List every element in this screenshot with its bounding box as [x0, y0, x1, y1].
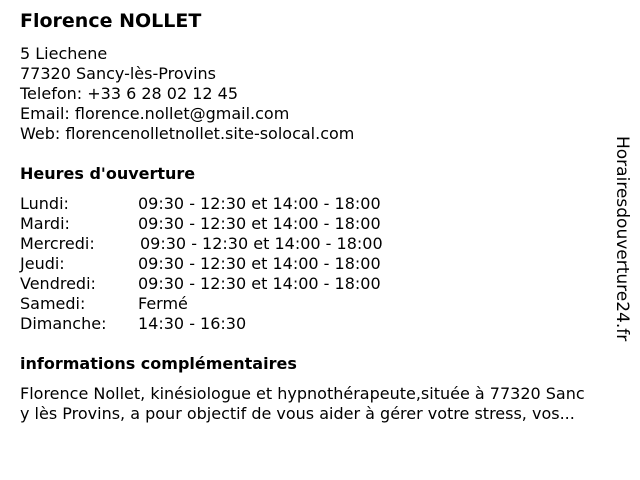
hours-day: Mercredi:: [20, 234, 95, 253]
business-name: Florence NOLLET: [20, 10, 202, 32]
info-text: [20, 384, 632, 424]
hours-time: 09:30 - 12:30 et 14:00 - 18:00: [138, 274, 381, 293]
hours-day: Mardi:: [20, 214, 70, 233]
website: Web: florencenolletnollet.site-solocal.com: [20, 124, 355, 143]
street-address: 5 Liechene: [20, 44, 108, 63]
city-address: 77320 Sancy-lès-Provins: [20, 64, 217, 83]
hours-day: Dimanche:: [20, 314, 107, 333]
hours-time: 14:30 - 16:30: [138, 314, 247, 333]
hours-day: Lundi:: [20, 194, 69, 213]
info-line: Florence Nollet, kinésiologue et hypnothérapeute,située à 77320 Sanc: [20, 384, 585, 403]
hours-day: Samedi:: [20, 294, 86, 313]
hours-day: Vendredi:: [20, 274, 96, 293]
hours-day: Jeudi:: [20, 254, 65, 273]
contact-block: [20, 44, 354, 144]
hours-time: 09:30 - 12:30 et 14:00 - 18:00: [140, 234, 383, 253]
hours-time: Fermé: [138, 294, 188, 313]
info-line: y lès Provins, a pour objectif de vous aider à gérer votre stress, vos...: [20, 404, 575, 423]
site-watermark: Horairesdouverture24.fr: [612, 136, 632, 342]
phone-number: Telefon: +33 6 28 02 12 45: [20, 84, 239, 103]
hours-heading: Heures d'ouverture: [20, 164, 196, 183]
email-address: Email: florence.nollet@gmail.com: [20, 104, 290, 123]
info-heading: informations complémentaires: [20, 354, 297, 373]
hours-time: 09:30 - 12:30 et 14:00 - 18:00: [138, 194, 381, 213]
hours-time: 09:30 - 12:30 et 14:00 - 18:00: [138, 214, 381, 233]
hours-time: 09:30 - 12:30 et 14:00 - 18:00: [138, 254, 381, 273]
